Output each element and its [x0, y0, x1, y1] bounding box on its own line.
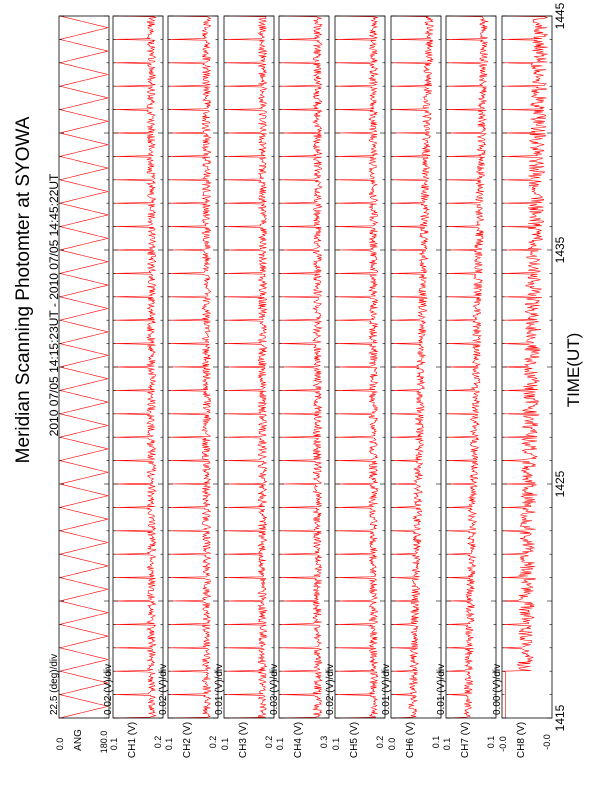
- tick-top-ch6: 0.1: [431, 735, 441, 749]
- scale-ch8: 0.00 (V)/div: [492, 663, 503, 715]
- scale-ch1: 0.02 (V)/div: [103, 663, 114, 715]
- scale-ch5: 0.02 (V)/div: [325, 663, 336, 715]
- label-layer: [49, 2, 567, 758]
- tick-bottom-ch7: 0.1: [442, 737, 452, 751]
- trace-ch5: [336, 16, 378, 718]
- y-label-ch7: CH7 (V): [460, 721, 471, 759]
- x-tick-label: 1415: [553, 704, 567, 732]
- time-range-subtitle: 2010 07/05 14:15:23UT - 2010 07/05 14:45:22UT: [47, 173, 61, 437]
- trace-ch2: [169, 16, 211, 718]
- tick-top-ch7: 0.1: [486, 735, 496, 749]
- y-label-ch1: CH1 (V): [127, 721, 138, 759]
- y-label-ch5: CH5 (V): [349, 721, 360, 759]
- tick-top-ch2: 0.2: [208, 735, 218, 749]
- trace-ch3: [225, 16, 267, 718]
- tick-bottom-ch5: 0.1: [331, 737, 341, 751]
- tick-top-ch8: -0.0: [542, 734, 552, 750]
- tick-top-ch3: 0.2: [264, 735, 274, 749]
- tick-top-ch1: 0.2: [153, 735, 163, 749]
- x-tick-label: 1435: [553, 236, 567, 264]
- scale-ang: 22.5 (deg)/div: [49, 653, 60, 715]
- trace-ch6: [392, 16, 433, 718]
- panel-frame-ang: [59, 16, 109, 718]
- trace-ch4: [280, 16, 322, 718]
- trace-ch7: [447, 16, 488, 718]
- y-label-ch2: CH2 (V): [182, 721, 193, 759]
- y-label-ch6: CH6 (V): [405, 721, 416, 759]
- trace-ch1: [114, 16, 156, 718]
- tick-bottom-ang: 0.0: [55, 737, 65, 751]
- scale-ch4: 0.03 (V)/div: [269, 663, 280, 715]
- tick-top-ch5: 0.2: [375, 735, 385, 749]
- tick-top-ang: 180.0: [99, 730, 109, 754]
- x-axis-label: TIME(UT): [564, 332, 583, 408]
- tick-bottom-ch6: 0.0: [387, 737, 397, 751]
- tick-top-ch4: 0.3: [319, 735, 329, 749]
- trace-layer: [60, 16, 548, 718]
- scale-ch2: 0.02 (V)/div: [158, 663, 169, 715]
- tick-bottom-ch8: -0.0: [498, 736, 508, 752]
- y-label-ch4: CH4 (V): [293, 721, 304, 759]
- y-label-ang: ANG: [73, 729, 84, 751]
- scale-ch7: 0.01 (V)/div: [436, 663, 447, 715]
- tick-bottom-ch4: 0.1: [275, 737, 285, 751]
- y-label-ch3: CH3 (V): [238, 721, 249, 759]
- x-tick-label: 1425: [553, 470, 567, 498]
- x-tick-label: 1445: [553, 2, 567, 30]
- chart-title: Meridian Scanning Photomter at SYOWA: [13, 116, 34, 464]
- scale-ch6: 0.01 (V)/div: [381, 663, 392, 715]
- tick-bottom-ch2: 0.1: [164, 737, 174, 751]
- scale-ch3: 0.01 (V)/div: [214, 663, 225, 715]
- tick-bottom-ch3: 0.1: [220, 737, 230, 751]
- tick-bottom-ch1: 0.1: [109, 737, 119, 751]
- trace-ch8: [503, 16, 548, 718]
- trace-ang: [60, 16, 108, 718]
- y-label-ch8: CH8 (V): [516, 721, 527, 759]
